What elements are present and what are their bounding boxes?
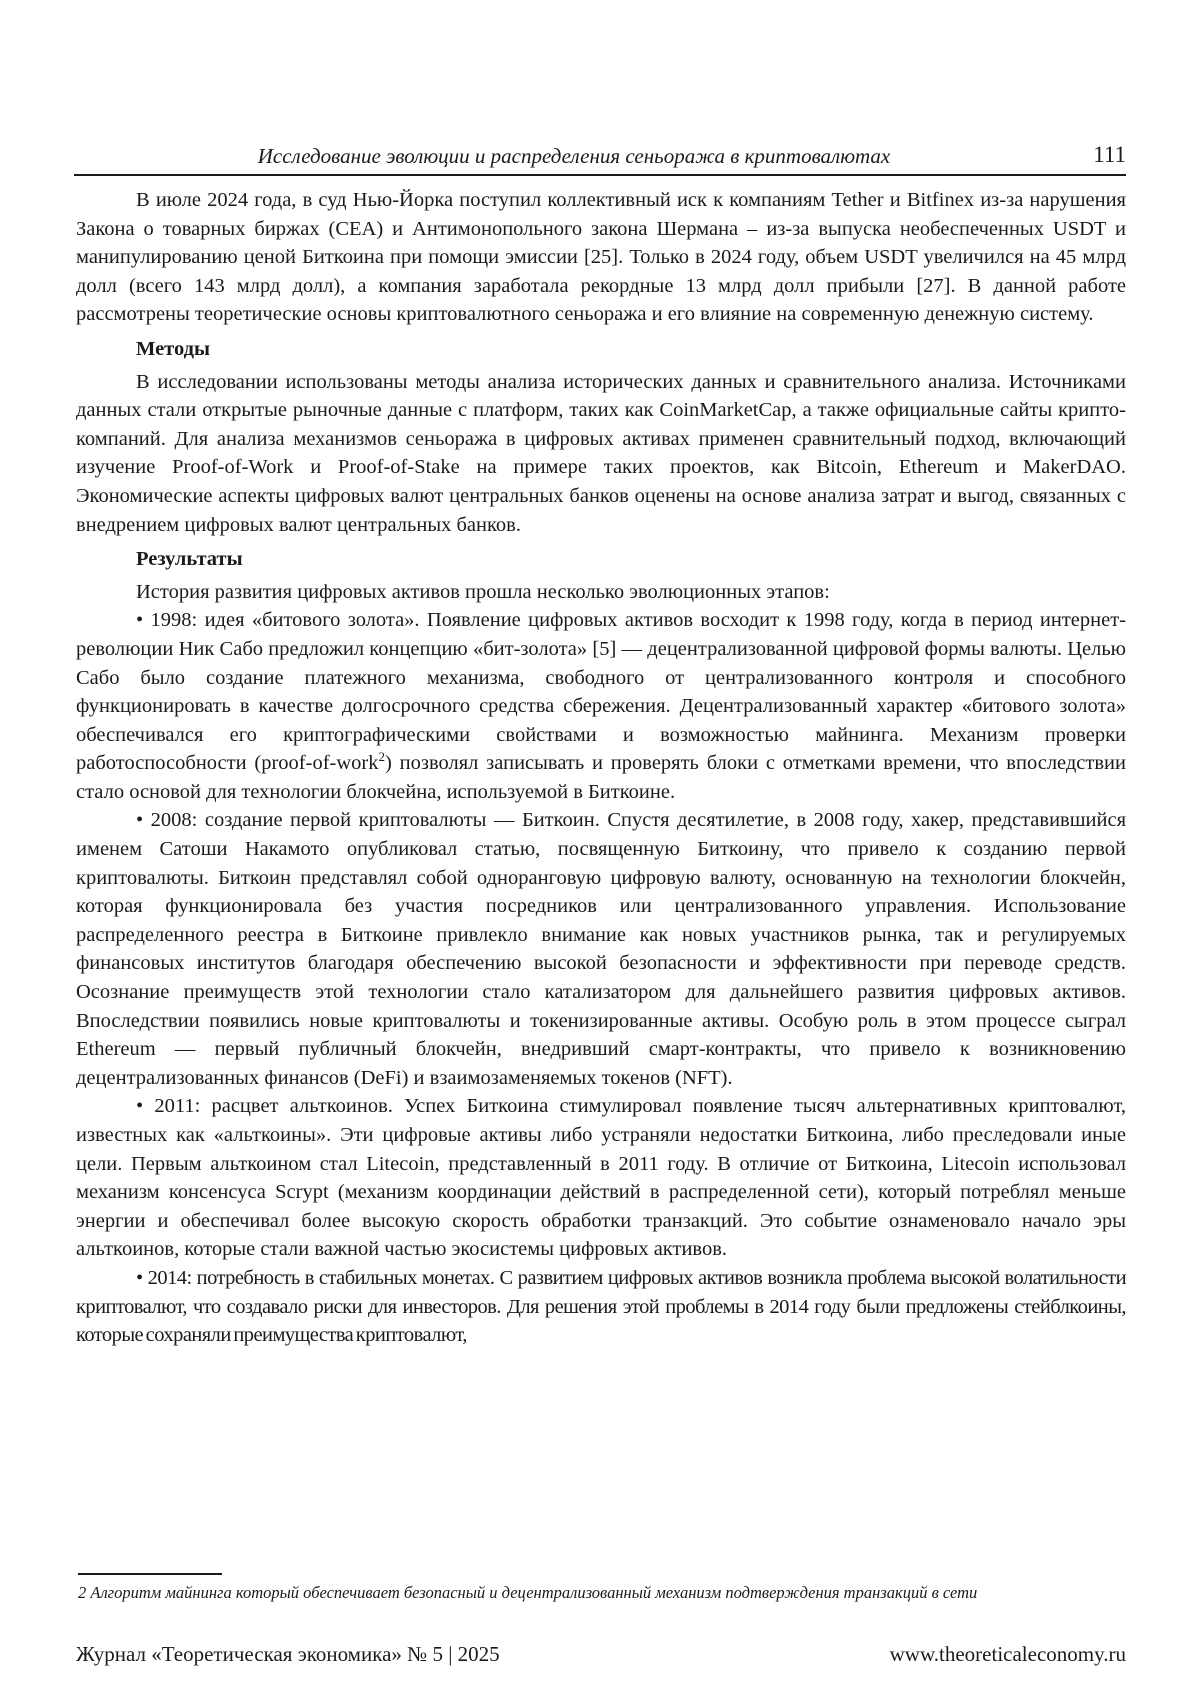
article-body: [76, 186, 1126, 1350]
bullet-1998-text: • 1998: идея «битового золота». Появление цифровых активов восходит к 1998 году, когда в период интернет-революции Ник Сабо предложил концепцию «бит-золота» [5] — децентрализованной цифровой формы валюты. Целью Сабо было создание платежного механизма, свободного от централизованного контроля и способного функционировать в качестве долгосрочного средства сбережения. Децентрализованный характер «битового золота» обеспечивался его криптографическими свойствами и возможностью майнинга. Механизм проверки работоспособности (proof-of-work: [76, 609, 1126, 775]
footnote-divider: [78, 1573, 222, 1575]
bullet-2014: • 2014: потребность в стабильных монетах. С развитием цифровых активов возникла проблема высокой волатильности криптовалют, что создавало риски для инвесторов. Для решения этой проблемы в 2014 году были предложены стейблкоины, которые сохраняли преимущества криптовалют,: [76, 1266, 1126, 1347]
footer-journal: Журнал «Теоретическая экономика» № 5 | 2025: [76, 1642, 500, 1666]
intro-paragraph: В июле 2024 года, в суд Нью-Йорка поступил коллективный иск к компаниям Tether и Bitfinex из-за нарушения Закона о товарных биржах (CEA) и Антимонопольного закона Шермана – из-за выпуска необеспеченных USDT и манипулированию ценой Биткоина при помощи эмиссии [25]. Только в 2024 году, объем USDT увеличился на 45 млрд долл (всего 143 млрд долл), а компания заработала рекордные 13 млрд долл прибыли [27]. В данной работе рассмотрены теоретические основы криптовалютного сеньоража и его влияние на современную денежную систему.: [76, 189, 1126, 326]
running-header: [74, 142, 1126, 176]
methods-paragraph: В исследовании использованы методы анализа исторических данных и сравнительного анализа. Источниками данных стали открытые рыночные данные с платформ, таких как CoinMarketCap, а также официальные сайты крипто-компаний. Для анализа механизмов сеньоража в цифровых активах применен сравнительный подход, включающий изучение Proof-of-Work и Proof-of-Stake на примере таких проектов, как Bitcoin, Ethereum и MakerDAO. Экономические аспекты цифровых валют центральных банков оценены на основе анализа затрат и выгод, связанных с внедрением цифровых валют центральных банков.: [76, 370, 1126, 536]
footer-website-link[interactable]: www.theoreticaleconomy.ru: [889, 1642, 1126, 1666]
bullet-1998: [76, 606, 1126, 806]
results-intro-paragraph: История развития цифровых активов прошла несколько эволюционных этапов:: [136, 580, 830, 603]
page-number: 111: [1093, 142, 1126, 167]
bullet-2011: • 2011: расцвет альткоинов. Успех Биткоина стимулировал появление тысяч альтернативных криптовалют, известных как «альткоины». Эти цифровые активы либо устраняли недостатки Биткоина, либо преследовали иные цели. Первым альткоином стал Litecoin, представленный в 2011 году. В отличие от Биткоина, Litecoin использовал механизм консенсуса Scrypt (механизм координации действий в распределенной сети), который потреблял меньше энергии и обеспечивал более высокую скорость обработки транзакций. Это событие ознаменовало начало эры альткоинов, которые стали важной частью экосистемы цифровых активов.: [76, 1095, 1126, 1261]
bullet-2008: • 2008: создание первой криптовалюты — Биткоин. Спустя десятилетие, в 2008 году, хакер, представившийся именем Сатоши Накамото опубликовал статью, посвященную Биткоину, что привело к созданию первой криптовалюты. Биткоин представлял собой одноранговую цифровую валюту, основанную на технологии блокчейн, которая функционировала без участия посредников или централизованного управления. Использование распределенного реестра в Биткоине привлекло внимание как новых участников рынка, так и регулируемых финансовых институтов благодаря обеспечению высокой безопасности и эффективности при переводе средств. Осознание преимуществ этой технологии стало катализатором для дальнейшего развития цифровых активов. Впоследствии появились новые криптовалюты и токенизированные активы. Особую роль в этом процессе сыграл Ethereum — первый публичный блокчейн, внедривший смарт-контракты, что привело к возникновению децентрализованных финансов (DeFi) и взаимозаменяемых токенов (NFT).: [76, 809, 1126, 1089]
section-heading-results: Результаты: [136, 548, 243, 571]
section-heading-methods: Методы: [136, 337, 211, 360]
bullet-1998-text-continued: ) позволял записывать и проверять блоки с отметками времени, что впоследствии стало основой для технологии блокчейна, используемой в Биткоине.: [76, 752, 1126, 803]
running-header-title: Исследование эволюции и распределения сеньоража в криптовалютах: [257, 144, 891, 168]
footnote-ref-2[interactable]: 2: [378, 749, 385, 765]
footnote: 2 Алгоритм майнинга который обеспечивает безопасный и децентрализованный механизм подтверждения транзакций в сети: [78, 1583, 978, 1602]
